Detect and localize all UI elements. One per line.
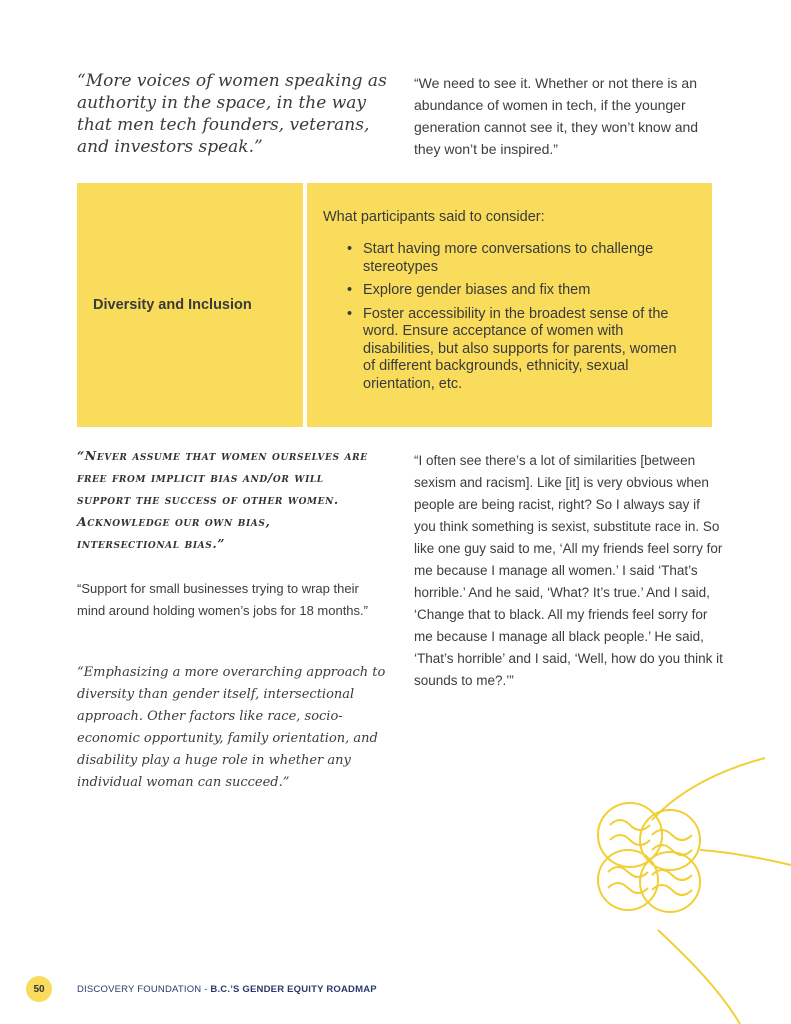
flower-doodle-icon	[560, 740, 791, 1024]
list-item-text: Start having more conversations to challenge stereotypes	[363, 241, 654, 275]
bullet-icon: •	[347, 305, 353, 322]
footer-org: DISCOVERY FOUNDATION -	[77, 983, 211, 995]
quote-voices-of-women: “More voices of women speaking as authority in the space, in the way that men tech founders, veterans, and investors speak.”	[77, 71, 387, 157]
list-item-text: Explore gender biases and fix them	[363, 282, 591, 298]
list-item	[347, 306, 690, 394]
footer-title	[77, 984, 377, 995]
quote-need-to-see-it: “We need to see it. Whether or not there is an abundance of women in tech, if the younger generation cannot see it, they won’t know and they won’t be inspired.”	[414, 75, 699, 157]
diversity-inclusion-table	[77, 183, 712, 427]
table-content-cell	[307, 183, 712, 427]
quote-sexism-racism: “I often see there’s a lot of similarities [between sexism and racism]. Like [it] is very obvious when people are being racist, right? So I always say if you think something is sexist, substitute race in. So like one guy said to me, ‘All my friends feel sorry for me because I manage all women.’ I said ‘That’s horrible.’ And he said, ‘What? It’s true.’ And I said, ‘Change that to black. All my friends feel sorry for me because I manage all black people.’ He said, ‘That’s horrible’ and I said, ‘Well, how do you think it sounds to me?.’”	[414, 453, 723, 688]
consider-title: What participants said to consider:	[323, 209, 545, 225]
table-label: Diversity and Inclusion	[93, 297, 252, 313]
quote-small-businesses: “Support for small businesses trying to wrap their mind around holding women’s jobs for 18 months.”	[77, 581, 368, 618]
list-item-text: Foster accessibility in the broadest sense of the word. Ensure acceptance of women with disabilities, but also supports for parents, women of different backgrounds, ethnicity, sexual orientation, etc.	[363, 305, 677, 392]
bullet-icon: •	[347, 241, 353, 257]
table-label-cell	[77, 183, 303, 427]
page-footer	[26, 976, 377, 1002]
bullet-icon: •	[347, 282, 353, 298]
quote-implicit-bias: “Never assume that women ourselves are free from implicit bias and/or will support the success of other women. Acknowledge our own bias, intersectional bias.”	[77, 448, 368, 551]
footer-doc-title: B.C.’S GENDER EQUITY ROADMAP	[210, 983, 377, 995]
quote-intersectional-approach: “Emphasizing a more overarching approach to diversity than gender itself, intersectional approach. Other factors like race, socio-economic opportunity, family orientation, and disability play a huge role in whether any individual woman can succeed.”	[77, 665, 386, 790]
page-number: 50	[26, 976, 52, 1002]
list-item	[347, 241, 690, 276]
consider-list	[323, 241, 690, 393]
list-item	[347, 282, 690, 300]
